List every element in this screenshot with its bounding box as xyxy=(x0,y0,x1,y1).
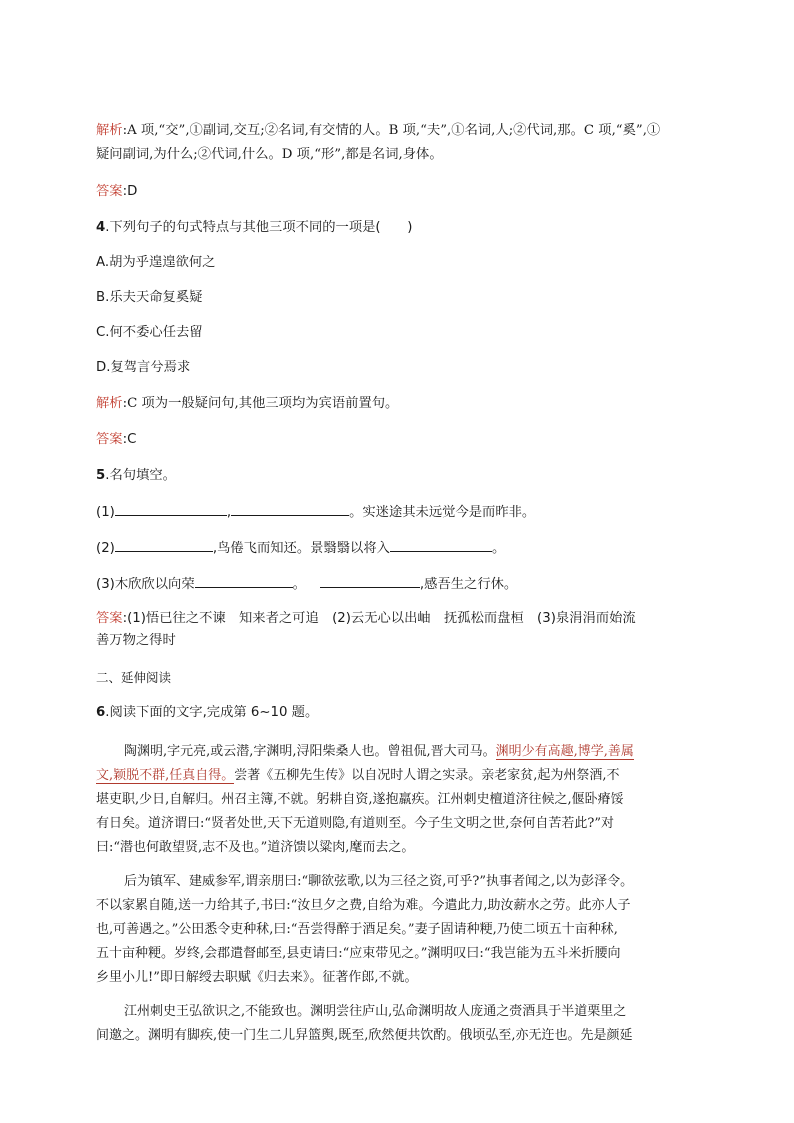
q4-explanation xyxy=(96,393,706,415)
q5-line3 xyxy=(96,573,706,596)
q5-answer-line2: 善万物之得时 xyxy=(96,633,176,648)
question-number: 6 xyxy=(96,705,106,720)
fill-blank[interactable] xyxy=(115,537,213,552)
fill-blank[interactable] xyxy=(390,537,492,552)
passage-paragraph-3 xyxy=(96,1000,706,1048)
passage-text: 曰:“潜也何敢望贤,志不及也。”道济馈以粱肉,麾而去之。 xyxy=(96,840,415,855)
punct: 。 xyxy=(292,577,306,592)
fill-blank[interactable] xyxy=(195,573,293,588)
q3-answer xyxy=(96,181,706,203)
verse-text: ,鸟倦飞而知还。景翳翳以将入 xyxy=(212,541,390,556)
answer-label: 答案 xyxy=(96,611,123,626)
q4-option-b: B.乐夫天命复奚疑 xyxy=(96,290,203,305)
fill-blank[interactable] xyxy=(231,501,349,516)
q4-option-a: A.胡为乎遑遑欲何之 xyxy=(96,255,216,270)
q5-line1 xyxy=(96,501,706,524)
highlighted-text: 文,颖脱不群,任真自得。 xyxy=(96,768,235,783)
fill-blank[interactable] xyxy=(320,573,420,588)
q5-stem xyxy=(96,465,706,487)
passage-paragraph-1 xyxy=(96,740,706,860)
verse-text: 。实迷途其未远觉今是而昨非。 xyxy=(349,505,536,520)
passage-text: 后为镇军、建威参军,谓亲朋曰:“聊欲弦歌,以为三径之资,可乎?”执事者闻之,以为彭泽令。 xyxy=(124,874,634,889)
answer-label: 答案 xyxy=(96,184,123,199)
question-stem: .下列句子的句式特点与其他三项不同的一项是( ) xyxy=(105,220,413,235)
q3-explanation-line2: 疑问副词,为什么;②代词,什么。D 项,“形”,都是名词,身体。 xyxy=(96,147,443,162)
passage-text: 也,可善遇之。”公田悉令吏种秫,曰:“吾尝得醉于酒足矣。”妻子固请种粳,乃使二顷五十亩种秫, xyxy=(96,922,618,937)
section-heading: 二、延伸阅读 xyxy=(96,670,172,685)
q3-explanation-line1 xyxy=(96,120,706,142)
q4-stem xyxy=(96,217,706,239)
answer-value: :(1)悟已往之不谏 知来者之可追 (2)云无心以出岫 抚孤松而盘桓 (3)泉涓涓而始流 xyxy=(122,611,636,626)
item-number: (2) xyxy=(96,541,115,556)
punct: 。 xyxy=(491,541,506,556)
question-stem: .名句填空。 xyxy=(105,468,176,483)
q6-stem xyxy=(96,702,706,724)
explanation-label: 解析 xyxy=(96,396,123,411)
passage-text: 五十亩种粳。岁终,会郡遣督邮至,县吏请曰:“应束带见之。”渊明叹曰:“我岂能为五斗米折腰向 xyxy=(96,946,621,961)
answer-value: :D xyxy=(122,184,138,199)
verse-text: ,感吾生之行休。 xyxy=(419,577,518,592)
fill-blank[interactable] xyxy=(115,501,227,516)
q4-option-c: C.何不委心任去留 xyxy=(96,325,203,340)
explanation-label: 解析 xyxy=(96,123,123,138)
passage-text: 陶渊明,字元亮,或云潜,字渊明,浔阳柴桑人也。曾祖侃,晋大司马。 xyxy=(124,744,496,759)
answer-label: 答案 xyxy=(96,432,123,447)
passage-text: 乡里小儿!”即日解绶去职赋《归去来》。征著作郎,不就。 xyxy=(96,970,418,985)
punct: , xyxy=(226,505,232,520)
passage-text: 堪吏职,少日,自解归。州召主簿,不就。躬耕自资,遂抱羸疾。江州刺史檀道济往候之,偃卧瘠馁 xyxy=(96,792,624,807)
q4-answer xyxy=(96,429,706,451)
q5-answer-line1 xyxy=(96,608,706,630)
q4-option-d: D.复驾言兮焉求 xyxy=(96,360,191,375)
question-number: 4 xyxy=(96,220,106,235)
passage-text: 江州刺史王弘欲识之,不能致也。渊明尝往庐山,弘命渊明故人庞通之赍酒具于半道栗里之 xyxy=(124,1004,627,1019)
question-stem: .阅读下面的文字,完成第 6~10 题。 xyxy=(105,705,319,720)
passage-text: 间邀之。渊明有脚疾,使一门生二儿舁篮舆,既至,欣然便共饮酌。俄顷弘至,亦无迕也。先是颜延 xyxy=(96,1028,633,1043)
q5-line2 xyxy=(96,537,706,560)
answer-value: :C xyxy=(122,432,137,447)
passage-paragraph-2 xyxy=(96,870,706,990)
explanation-text: :C 项为一般疑问句,其他三项均为宾语前置句。 xyxy=(122,396,399,411)
passage-text: 尝著《五柳先生传》以自况时人谓之实录。亲老家贫,起为州祭酒,不 xyxy=(234,768,620,783)
verse-text: (3)木欣欣以向荣 xyxy=(96,577,195,592)
passage-text: 有日矣。道济谓曰:“贤者处世,天下无道则隐,有道则至。今子生文明之世,奈何自苦若此?”对 xyxy=(96,816,615,831)
highlighted-text: 渊明少有高趣,博学,善属 xyxy=(495,744,634,759)
item-number: (1) xyxy=(96,505,115,520)
passage-text: 不以家累自随,送一力给其子,书曰:“汝旦夕之费,自给为难。今遣此力,助汝薪水之劳。此亦人子 xyxy=(96,898,631,913)
explanation-text: :A 项,“交”,①副词,交互;②名词,有交情的人。B 项,“夫”,①名词,人;②代词,那。C 项,“奚”,① xyxy=(122,123,661,138)
question-number: 5 xyxy=(96,468,106,483)
